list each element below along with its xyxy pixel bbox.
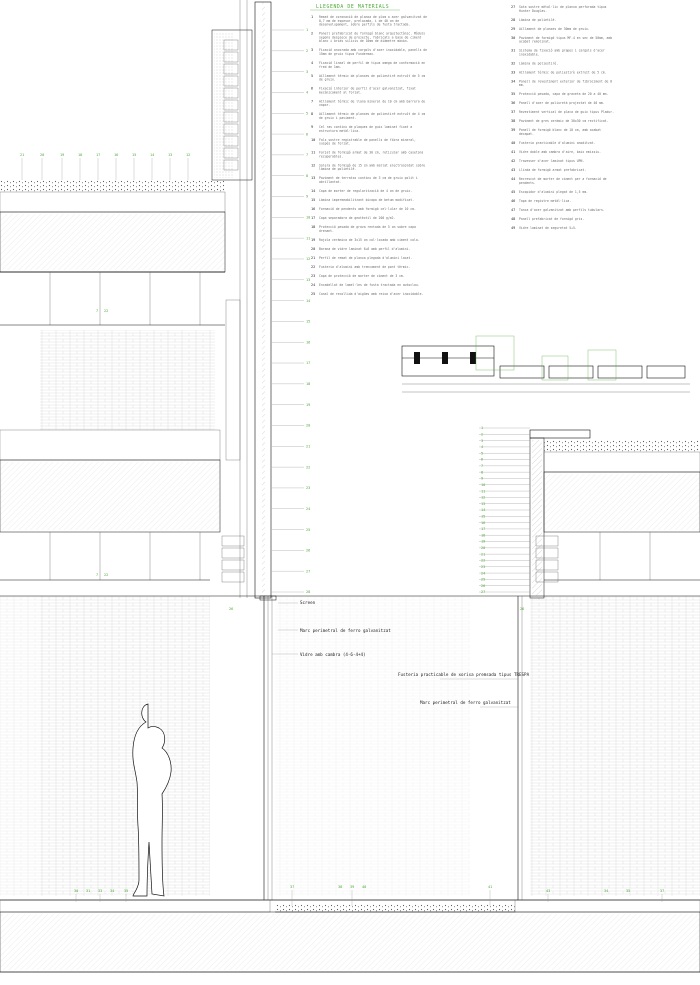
- num-c: 19: [60, 153, 65, 157]
- legend-item-number: 34: [511, 79, 516, 84]
- legend-item-number: 4: [311, 61, 314, 65]
- legend-item-number: 49: [511, 225, 516, 230]
- legend-item-text: Làmina de poliestirè.: [519, 61, 559, 66]
- num-w: 39: [350, 885, 355, 889]
- callout-number: 24: [481, 571, 486, 576]
- legend-item-number: 9: [311, 125, 314, 129]
- legend-item-number: 8: [311, 112, 314, 117]
- num-e: 17: [96, 153, 101, 157]
- legend-item-text: Capa de morter de regularització de 4 cm de gruix.: [319, 189, 413, 193]
- legend-item-text: mm.: [519, 83, 525, 88]
- legend-item-text: mecànicament al forjat.: [319, 90, 362, 95]
- num-t2: 35: [626, 889, 631, 893]
- callout-number: 18: [306, 382, 311, 387]
- legend-item-number: 41: [511, 150, 516, 154]
- callout-number: 11: [481, 489, 486, 494]
- legend-item-text: Capa de protecció de morter de ciment de 3 cm.: [319, 273, 405, 278]
- legend-item-text: Tapa de registre metàl·lica.: [519, 198, 572, 203]
- callout-number: 17: [306, 361, 311, 366]
- callout-number: 7: [481, 464, 484, 469]
- legend-item-text: Làmina de polietilè.: [519, 17, 557, 22]
- legend-item-text: Aïllament tèrmic de poliestirè extruït de 5 cm.: [519, 70, 607, 75]
- callout-number: 3: [481, 438, 484, 443]
- legend-item-text: abrillantat.: [319, 180, 342, 184]
- legend-item-number: 18: [311, 225, 316, 229]
- num-z: 43: [546, 889, 551, 893]
- num-p: 30: [74, 889, 79, 893]
- callout-number: 20: [306, 423, 311, 428]
- legend-item-text: Aïllament tèrmic de planxes de poliestirè extruït de 4 cm: [319, 112, 426, 117]
- callout-number: 23: [306, 486, 311, 491]
- legend-item-number: 16: [311, 207, 316, 211]
- num-b: 20: [40, 153, 45, 157]
- legend-right-column: [511, 5, 614, 230]
- callout-number: 2: [481, 432, 484, 437]
- callout-number: 9: [306, 194, 309, 199]
- legend-item-text: Panell prefabricat de formigó blanc arquitectònic. Mòduls: [319, 31, 426, 36]
- legend-item-number: 10: [311, 137, 316, 142]
- callout-number: 6: [481, 457, 484, 462]
- legend-item-text: Fixació ancorada amb cargols d'acer inoxidable, panells de: [319, 48, 428, 53]
- num-u: 37: [290, 885, 295, 889]
- callout-number: 12: [306, 257, 311, 262]
- legend-item-number: 45: [511, 189, 516, 194]
- callout-number: 13: [481, 501, 486, 506]
- num-h: 14: [150, 153, 155, 157]
- legend-item-number: 40: [511, 141, 516, 145]
- legend-item-text: Perfil de remat de planxa plegada d'alumini lacat.: [319, 255, 413, 260]
- legend-item-text: Barana de vidre laminat 6+6 amb perfil d'alumini.: [319, 246, 411, 251]
- legend-item-number: 32: [511, 61, 516, 66]
- callout-number: 27: [481, 590, 486, 595]
- legend-item-text: Panell de revestiment exterior de fibrociment de 8: [519, 79, 613, 84]
- num-q: 31: [86, 889, 91, 893]
- callout-number: 28: [306, 590, 311, 595]
- legend-item-number: 24: [311, 282, 316, 287]
- legend-item-number: 15: [311, 198, 316, 202]
- legend-item-text: Encadellat de lamel·les de fusta tractada en autoclau.: [319, 282, 420, 287]
- glazing-left: [260, 596, 276, 900]
- callout-number: 21: [306, 444, 311, 449]
- legend-item-number: 21: [311, 255, 316, 260]
- num-u2: 37: [660, 889, 665, 893]
- callout-number: 22: [306, 465, 311, 470]
- legend-item-text: Hunter Douglas.: [519, 8, 547, 13]
- legend-item-number: 48: [511, 216, 516, 221]
- legend-item-text: vapor.: [319, 103, 331, 108]
- legend-item-text: de gruix i paviment.: [319, 116, 357, 120]
- callout-number: 14: [481, 508, 486, 513]
- num-s: 34: [110, 889, 115, 893]
- plan-detail-strip: [402, 336, 690, 392]
- legend-item-text: 0,7 mm de espesor, prelacada, i de 40 cm de: [319, 18, 400, 23]
- legend-item-text: acabat remolinat.: [519, 39, 551, 44]
- callout-number: 16: [481, 520, 486, 525]
- legend-item-text: Recrescut de morter de ciment per a formació de: [519, 177, 607, 181]
- legend-item-number: 23: [311, 273, 316, 278]
- callout-number: 9: [481, 476, 484, 481]
- vidre-label: Vidre amb cambra (4-6-4+4): [300, 652, 366, 657]
- legend-item-text: Fixació interior de perfil d'acer galvanitzat, fixat: [319, 86, 416, 91]
- legend-item-text: Travesser d'acer laminat tipus UPN.: [519, 159, 585, 163]
- legend-item-text: segons despiece de projecte, fabricats a base de ciment: [319, 35, 422, 40]
- callout-number: 8: [306, 173, 309, 178]
- callout-number: 23: [481, 564, 486, 569]
- legend-left-column: [311, 15, 427, 296]
- legend-item-text: Solera de formigó de 15 cm amb mallat electrosoldat sobre: [319, 163, 426, 168]
- legend-item-number: 31: [511, 48, 516, 53]
- callout-number: 4: [306, 90, 309, 95]
- num-m1: 7: [96, 309, 99, 313]
- legend-item-text: Panell d'acer de poliuretà projectat de 40 mm.: [519, 101, 605, 106]
- num-s2: 34: [604, 889, 609, 893]
- fusteria-label: Fusteria practicable de xorisa premsada tipus TRESPA: [398, 672, 530, 677]
- legend-item-text: Aïllament tèrmic de planxes de poliestirè extruït de 5 cm: [319, 73, 426, 78]
- legend-item-text: Aïllament de planxes de 30mm de gruix.: [519, 26, 590, 31]
- callout-number: 21: [481, 552, 486, 557]
- legend-item-number: 17: [311, 216, 316, 220]
- num-y: 41: [488, 885, 493, 889]
- legend-item-text: Llinda de formigó armat prefabricat.: [519, 168, 587, 172]
- callout-number: 12: [481, 495, 486, 500]
- legend-item-text: Sota sostre mètal·lic de planxa perforada tipus: [519, 5, 607, 9]
- legend-item-number: 28: [511, 17, 516, 22]
- callout-number: 6: [306, 132, 309, 137]
- legend-item-text: Canal de recollida d'aigües amb reixa d'acer inoxidable.: [319, 291, 424, 296]
- legend-item-number: 35: [511, 92, 516, 97]
- legend-item-text: desenvolupament, sobre perfils de fusta tractada.: [319, 22, 411, 27]
- callout-number: 4: [481, 445, 484, 450]
- legend-item-text: decapat.: [519, 132, 534, 136]
- legend-item-number: 6: [311, 86, 314, 91]
- legend-item-number: 1: [311, 15, 314, 19]
- legend-title: LLEGENDA DE MATERIALS: [316, 5, 390, 10]
- callout-number: 13: [306, 277, 311, 282]
- callout-number: 5: [306, 111, 309, 116]
- legend-item-text: Làmina impermeabilitzant bicapa de betum modificat.: [319, 198, 414, 202]
- legend-item-text: Fusteria practicable d'alumini anoditzat.: [519, 141, 596, 145]
- legend-item-text: fred de 1mm.: [319, 64, 342, 69]
- num-g: 15: [132, 153, 137, 157]
- callout-number: 20: [481, 546, 486, 551]
- callout-number: 17: [481, 527, 486, 532]
- legend-item-text: Protecció pesada de grava rentada de 5 cm sobre capa: [319, 225, 416, 229]
- legend-item-text: Capa separadora de geotèxtil de 200 g/m2.: [319, 216, 396, 220]
- legend-item-text: drenant.: [319, 228, 334, 233]
- callout-number: 10: [306, 215, 311, 220]
- num-n1: 22: [104, 309, 109, 313]
- legend-item-text: Fals sostre registrable de panells de fibra mineral,: [319, 137, 416, 142]
- legend-item-text: Paviment de gres ceràmic de 30x30 cm rectificat.: [519, 119, 609, 124]
- legend-item-text: Sistema de fixació amb grapes i cargols d'acer: [519, 48, 605, 53]
- legend-item-text: Fusteria d'alumini amb trencament de pont tèrmic.: [319, 264, 411, 269]
- legend-item-text: 15mm de gruix tipus Fundermax.: [319, 52, 375, 56]
- legend-item-number: 5: [311, 73, 314, 78]
- callout-number: 25: [481, 577, 486, 582]
- legend-item-number: 19: [311, 237, 316, 242]
- legend-item-text: inoxidable.: [519, 52, 540, 57]
- callout-number: 11: [306, 236, 311, 241]
- legend-item-text: Rajola ceràmica de 3x15 cm col·locada amb ciment cola.: [319, 237, 420, 242]
- legend-item-text: estructura metàl·lica.: [319, 128, 360, 133]
- callout-number: 22: [481, 558, 486, 563]
- legend-item-number: 12: [311, 163, 316, 168]
- legend-item-text: Revestiment vertical de placa de guix tipus Pladur.: [519, 110, 614, 115]
- num-t: 35: [124, 889, 129, 893]
- legend-item-text: Paviment de formigó tipus MF-4 en sec de 50mm, amb: [519, 35, 613, 40]
- legend-item-text: làmina de polietilè.: [319, 167, 357, 172]
- legend-item-number: 42: [511, 159, 516, 163]
- roof-number-row-left: [20, 153, 190, 157]
- marc1-line: Marc perimetral de ferro galvanitzat: [300, 628, 391, 633]
- callout-number: 19: [306, 402, 311, 407]
- num-i: 13: [168, 153, 173, 157]
- legend-item-text: Protecció pesada, capa de graveta de 20 a 40 mm.: [519, 92, 609, 97]
- callout-number: 16: [306, 340, 311, 345]
- legend-item-number: 22: [311, 264, 316, 269]
- legend-item-number: 38: [511, 119, 516, 124]
- ground-slab: [0, 900, 700, 972]
- num-m2: 7: [96, 573, 99, 577]
- num-a: 21: [20, 153, 25, 157]
- callout-number: 24: [306, 506, 311, 511]
- left-facade-column: [212, 0, 271, 598]
- callout-number: 25: [306, 527, 311, 532]
- num-d: 18: [78, 153, 83, 157]
- num-v: 38: [338, 885, 343, 889]
- callout-number: 2: [306, 49, 309, 54]
- marc-perimetral-label-2: Marc perimetral de ferro galvanitzat: [420, 700, 511, 705]
- legend-item-text: Aïllament tèrmic de llana mineral de 10 cm amb barrera de: [319, 99, 426, 104]
- callout-number: 5: [481, 451, 484, 456]
- legend-item-number: 7: [311, 99, 314, 104]
- legend-item-text: suspès de forjat.: [319, 141, 351, 146]
- num-r: 33: [98, 889, 103, 893]
- legend-item-number: 3: [311, 48, 314, 53]
- callout-number: 15: [306, 319, 311, 324]
- callout-number: 10: [481, 482, 486, 487]
- legend-item-text: Paviment de terratzo continu de 3 cm de gruix polit i: [319, 176, 418, 181]
- legend-item-text: blanc i àrids silicis de 10mm de diàmetre màxim.: [319, 39, 409, 44]
- num-o2: 26: [520, 607, 525, 611]
- legend-item-number: 2: [311, 31, 314, 36]
- legend-item-number: 37: [511, 110, 516, 115]
- callouts-left: [272, 28, 310, 594]
- legend-item-text: pendents.: [519, 180, 536, 185]
- legend-item-text: de gruix.: [319, 77, 336, 82]
- legend-item-number: 29: [511, 26, 516, 31]
- legend-item-text: Escopidor d'alumini plegat de 1,5 mm.: [519, 189, 588, 194]
- num-n2: 22: [104, 573, 109, 577]
- callout-number: 26: [306, 548, 311, 553]
- legend-item-text: Vidre laminat de seguretat 5+5.: [519, 225, 577, 230]
- facade-brick-background: [0, 330, 700, 896]
- legend-item-number: 39: [511, 128, 516, 133]
- callout-number: 1: [481, 426, 484, 431]
- callout-number: 3: [306, 69, 309, 74]
- legend-item-text: Panell prefabricat de formigó gris.: [519, 216, 585, 221]
- num-x: 40: [362, 885, 367, 889]
- screen-label: Screen: [300, 600, 316, 605]
- callouts-right: [479, 426, 530, 594]
- callout-number: 14: [306, 298, 311, 303]
- num-f: 16: [114, 153, 119, 157]
- legend-item-number: 20: [311, 246, 316, 251]
- num-j: 12: [186, 153, 191, 157]
- legend-item-text: Tanca d'acer galvanitzat amb perfils tubulars.: [519, 207, 605, 212]
- callout-number: 18: [481, 533, 486, 538]
- legend-item-number: 46: [511, 198, 516, 203]
- callout-number: 26: [481, 583, 486, 588]
- legend-item-text: Cel ras continu de plaques de guix laminat fixat a: [319, 125, 413, 129]
- legend-item-number: 25: [311, 291, 316, 296]
- left-roof-slab: [0, 180, 225, 325]
- callout-number: 1: [306, 28, 309, 33]
- legend-item-number: 43: [511, 168, 516, 172]
- legend-item-number: 33: [511, 70, 516, 75]
- callout-number: 8: [481, 470, 484, 475]
- legend-item-number: 11: [311, 150, 316, 155]
- legend-item-number: 13: [311, 176, 316, 181]
- legend-item-text: Forjat de formigó armat de 30 cm, reticular amb casetons: [319, 150, 424, 155]
- marc-perimetral-label-1: [300, 628, 391, 633]
- legend-item-text: Vidre doble amb cambra d'aire, baix emissiu.: [519, 150, 601, 154]
- callout-number: 15: [481, 514, 486, 519]
- legend-item-text: Fixació lineal de perfil de tipus omega de conformació en: [319, 61, 426, 65]
- legend-item-text: Panell de formigó blanc de 10 cm, amb acabat: [519, 128, 601, 133]
- legend-item-number: 27: [511, 5, 516, 9]
- legend-item-text: Remat de coronació de planxa de plom o acer galvanitzat de: [319, 15, 428, 19]
- legend-item-number: 30: [511, 35, 516, 40]
- callout-number: 27: [306, 569, 311, 574]
- legend-item-text: recuperables.: [319, 154, 344, 159]
- legend-item-number: 47: [511, 207, 516, 212]
- num-o: 26: [229, 607, 234, 611]
- callout-number: 19: [481, 539, 486, 544]
- legend-item-text: Formació de pendents amb formigó cel·lular de 10 cm.: [319, 207, 416, 211]
- legend-item-number: 14: [311, 189, 316, 193]
- legend-item-number: 44: [511, 177, 516, 181]
- callout-number: 7: [306, 153, 309, 158]
- legend-item-number: 36: [511, 101, 516, 106]
